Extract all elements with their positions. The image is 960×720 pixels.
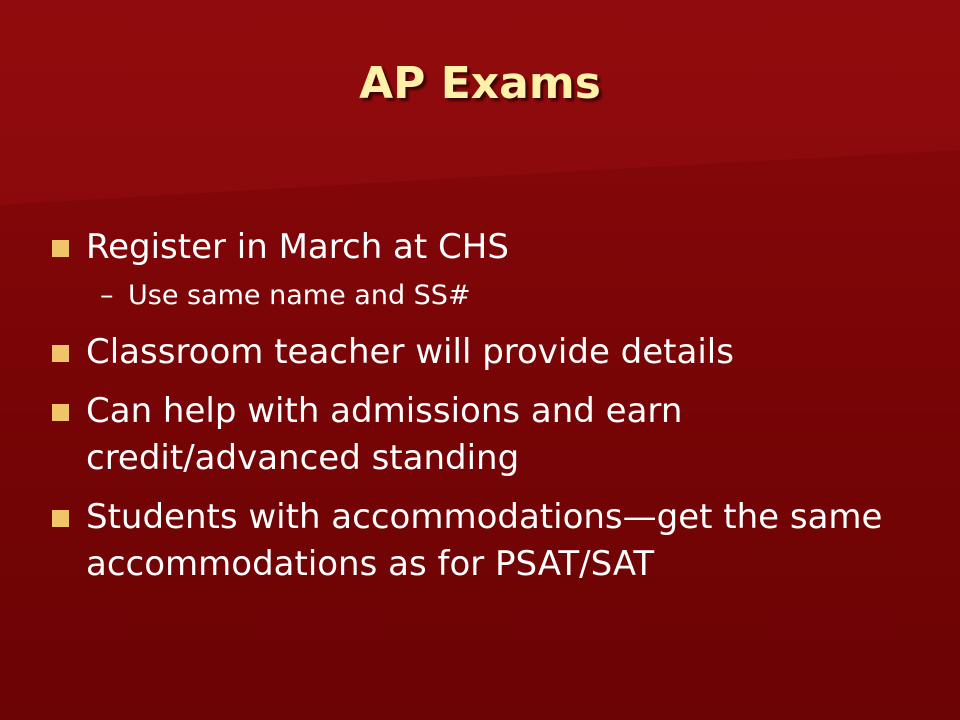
square-bullet-icon	[52, 240, 69, 257]
bullet-text: Register in March at CHS	[86, 227, 509, 267]
bullet-text: Students with accommodations—get the same accommodations as for PSAT/SAT	[86, 497, 883, 584]
bullet-list	[52, 224, 922, 600]
slide-title: AP Exams	[359, 58, 601, 109]
bullet-item	[52, 329, 922, 376]
bullet-item	[52, 388, 922, 482]
square-bullet-icon	[52, 345, 69, 362]
square-bullet-icon	[52, 404, 69, 421]
dash-bullet-icon: –	[100, 280, 114, 311]
sub-bullet-text: Use same name and SS#	[128, 280, 471, 311]
bullet-item	[52, 224, 922, 271]
bullet-text: Can help with admissions and earn credit/advanced standing	[86, 391, 683, 478]
bullet-item	[52, 494, 922, 588]
bullet-text: Classroom teacher will provide details	[86, 332, 734, 372]
sub-bullet-item	[52, 277, 922, 315]
square-bullet-icon	[52, 510, 69, 527]
